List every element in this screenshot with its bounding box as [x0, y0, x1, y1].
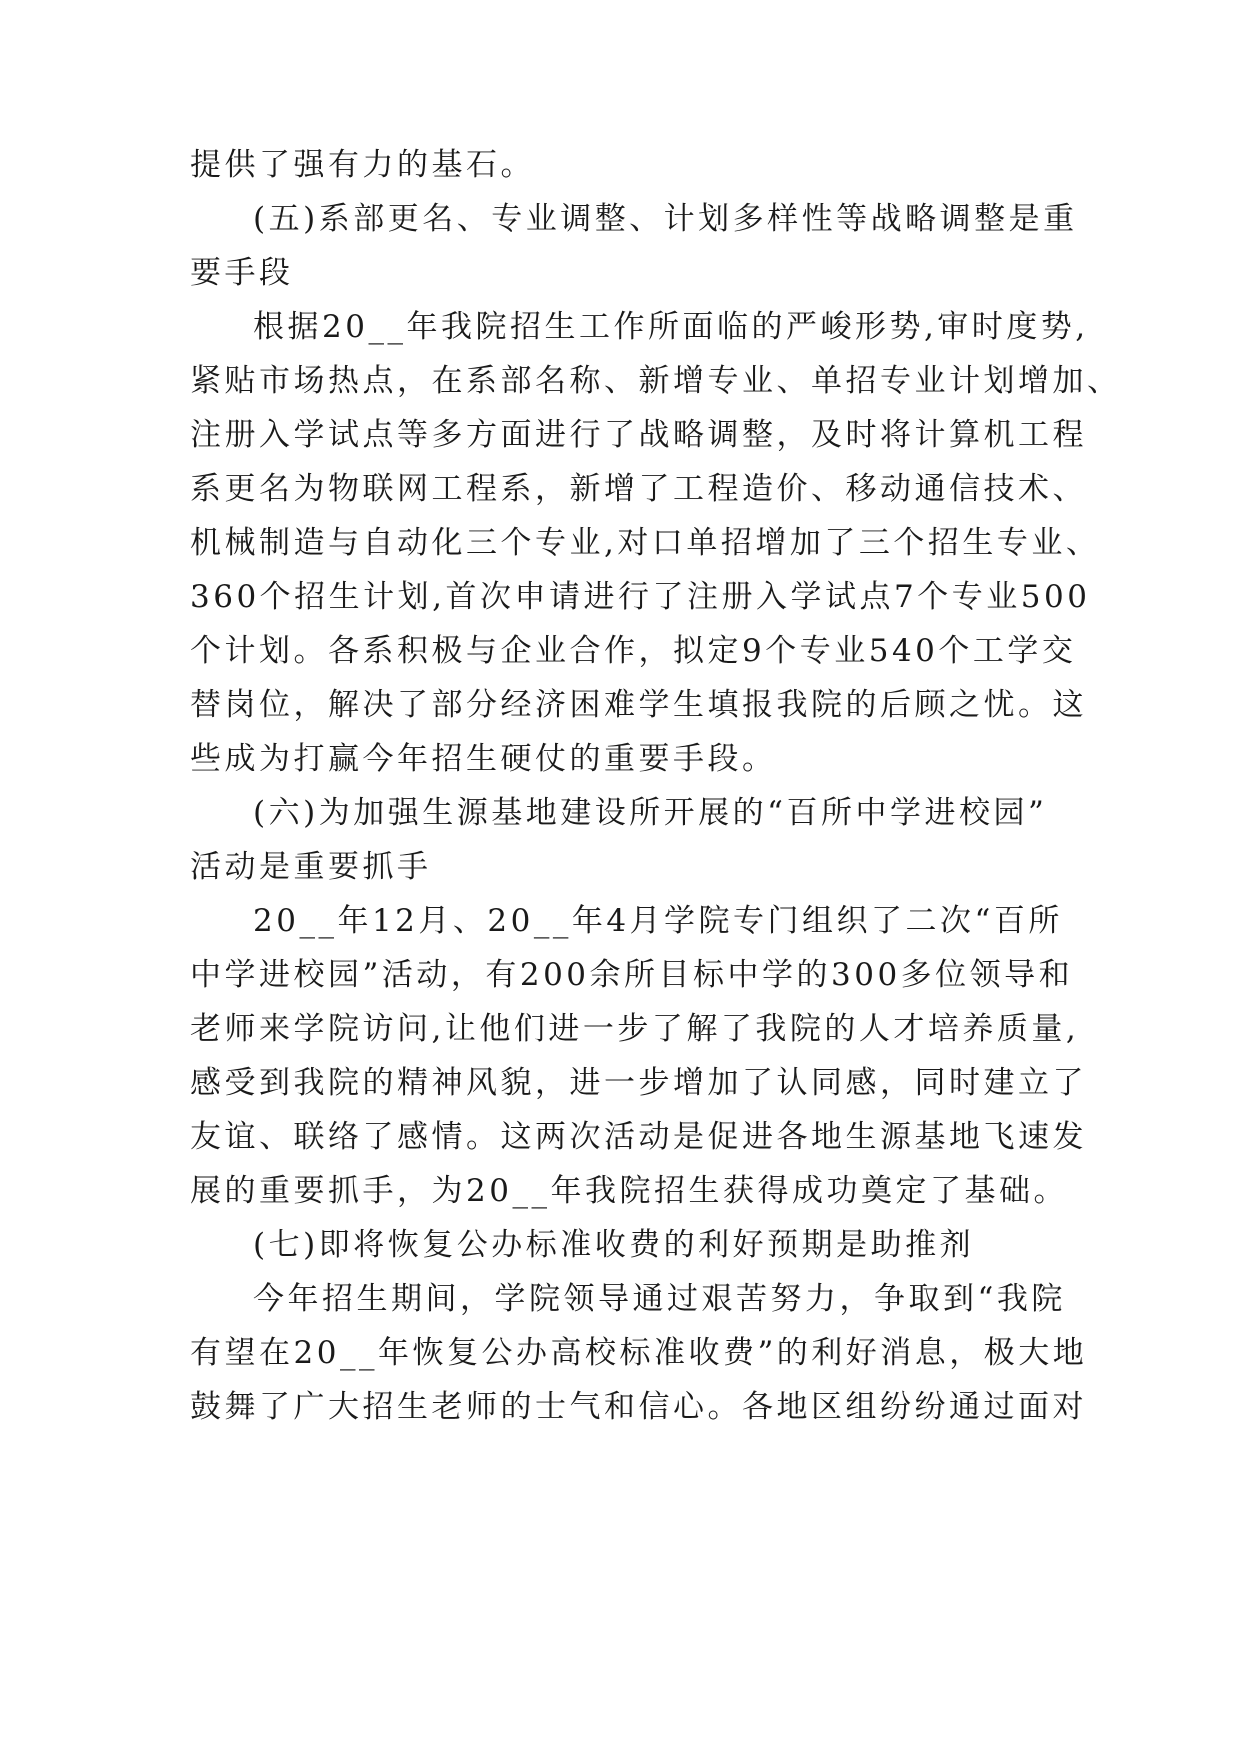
text-line: 系更名为物联网工程系，新增了工程造价、移动通信技术、: [190, 471, 1087, 507]
text-line: 替岗位，解决了部分经济困难学生填报我院的后顾之忧。这: [190, 687, 1087, 723]
section-heading: (六)为加强生源基地建设所开展的“百所中学进校园”: [253, 795, 1048, 831]
section-heading: (五)系部更名、专业调整、计划多样性等战略调整是重: [253, 201, 1078, 237]
text-line: 提供了强有力的基石。: [190, 147, 535, 183]
section-heading-cont: 活动是重要抓手: [190, 849, 432, 885]
section-heading: (七)即将恢复公办标准收费的利好预期是助推剂: [253, 1227, 975, 1263]
text-line: 20__年12月、20__年4月学院专门组织了二次“百所: [253, 903, 1063, 939]
text-line: 鼓舞了广大招生老师的士气和信心。各地区组纷纷通过面对: [190, 1389, 1087, 1425]
text-line: 感受到我院的精神风貌，进一步增加了认同感，同时建立了: [190, 1065, 1087, 1101]
text-line: 展的重要抓手，为20__年我院招生获得成功奠定了基础。: [190, 1173, 1068, 1209]
text-line: 今年招生期间，学院领导通过艰苦努力，争取到“我院: [253, 1281, 1066, 1317]
text-line: 些成为打赢今年招生硬仗的重要手段。: [190, 741, 777, 777]
text-line: 紧贴市场热点，在系部名称、新增专业、单招专业计划增加、: [190, 363, 1122, 399]
text-line: 注册入学试点等多方面进行了战略调整，及时将计算机工程: [190, 417, 1087, 453]
text-line: 友谊、联络了感情。这两次活动是促进各地生源基地飞速发: [190, 1119, 1087, 1155]
section-heading-cont: 要手段: [190, 255, 294, 291]
text-line: 360个招生计划,首次申请进行了注册入学试点7个专业500: [190, 579, 1091, 615]
text-line: 有望在20__年恢复公办高校标准收费”的利好消息，极大地: [190, 1335, 1088, 1371]
text-line: 机械制造与自动化三个专业,对口单招增加了三个招生专业、: [190, 525, 1101, 561]
text-line: 中学进校园”活动，有200余所目标中学的300多位领导和: [190, 957, 1074, 993]
text-line: 个计划。各系积极与企业合作，拟定9个专业540个工学交: [190, 633, 1077, 669]
text-line: 根据20__年我院招生工作所面临的严峻形势,审时度势,: [253, 309, 1089, 345]
text-line: 老师来学院访问,让他们进一步了解了我院的人才培养质量,: [190, 1011, 1080, 1047]
